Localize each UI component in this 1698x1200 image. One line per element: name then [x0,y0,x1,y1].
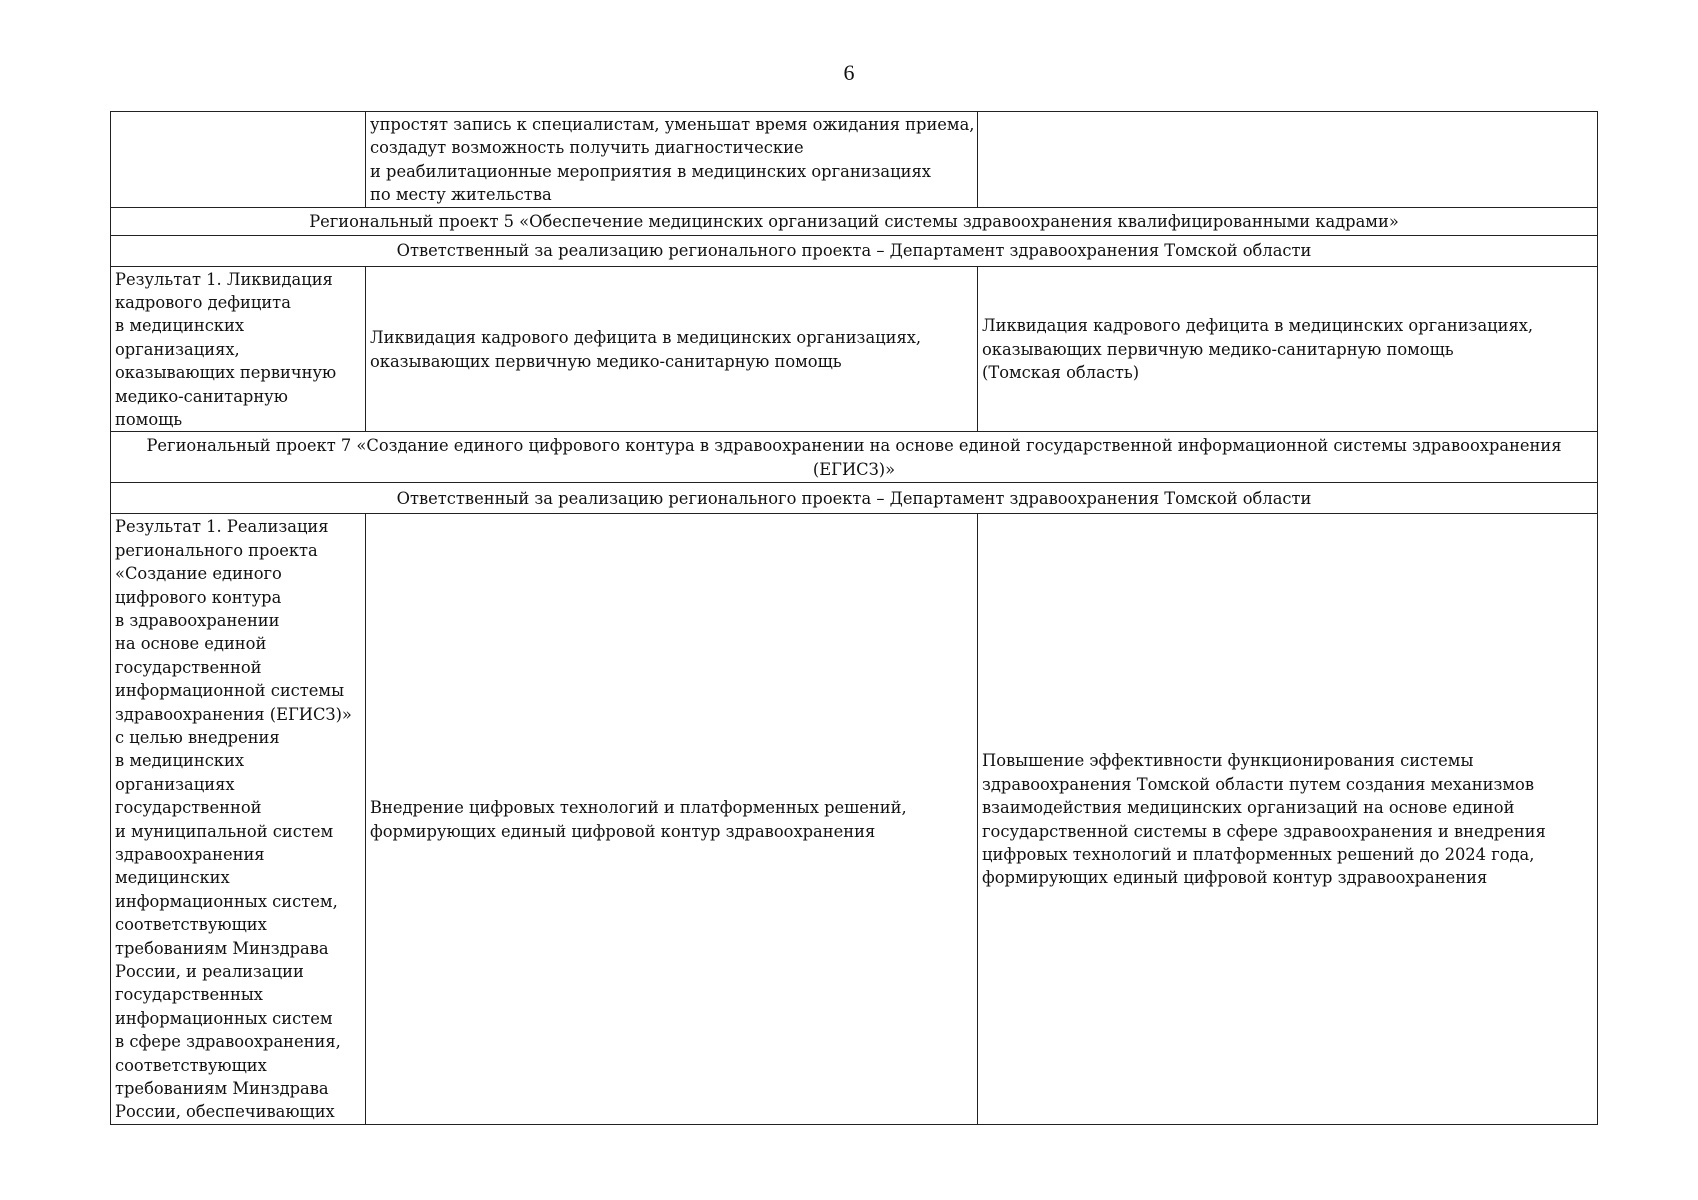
project-7-description-cell [366,514,978,1125]
text-line: формирующих единый цифровой контур здравоохранения [982,868,1488,888]
project-5-result-cell [111,266,366,432]
project-5-title-row [111,207,1598,235]
text-line: соответствующих [115,1055,267,1075]
text-line: оказывающих первичную медико-санитарную помощь [370,351,842,371]
text-line: с целью внедрения [115,727,280,747]
text-line: требованиям Минздрава [115,938,329,958]
text-line: Ликвидация кадрового дефицита в медицинских организациях, [982,316,1534,336]
text-line: России, и реализации [115,962,304,981]
table-row-continued [111,112,1598,208]
project-5-responsible-row [111,235,1598,266]
text-line: помощь [115,410,183,430]
text-line: здравоохранения (ЕГИСЗ)» [115,704,352,724]
text-line: Ликвидация кадрового дефицита в медицинских организациях, [370,328,922,348]
text-line: взаимодействия медицинских организаций на основе единой [982,798,1515,818]
text-line: по месту жительства [370,185,552,205]
text-line: требованиям Минздрава [115,1079,329,1099]
text-line: и реабилитационные мероприятия в медицинских организациях [370,161,931,181]
text-line: медицинских [115,868,230,888]
project-5-effect-cell [978,266,1598,432]
text-line: «Создание единого [115,564,282,584]
text-line: в медицинских [115,751,245,771]
text-line: и муниципальной систем [115,821,334,841]
text-line: здравоохранения [115,844,265,864]
text-line: в медицинских [115,316,245,336]
text-line: регионального проекта [115,540,318,560]
project-7-result-cell [111,514,366,1125]
project-5-result-row [111,266,1598,432]
project-5-responsible: Ответственный за реализацию регионального проекта – Департамент здравоохранения Томской области [111,235,1598,266]
text-line: (Томская область) [982,363,1140,383]
text-line: оказывающих первичную медико-санитарную помощь [982,339,1454,359]
text-line: Результат 1. Реализация [115,517,329,537]
text-line: оказывающих первичную [115,363,337,383]
text-line: цифрового контура [115,587,282,607]
text-line: в сфере здравоохранения, [115,1032,341,1052]
text-line: информационной системы [115,681,345,701]
text-line: Региональный проект 7 «Создание единого цифрового контура в здравоохранении на основе единой государственной информационной системы здравоохранения [146,436,1562,456]
project-7-effect-cell [978,514,1598,1125]
text-line: государственных [115,985,263,1005]
results-table [110,111,1598,1125]
text-line: государственной системы в сфере здравоохранения и внедрения [982,821,1546,841]
continued-cell-effect [978,112,1598,208]
text-line: формирующих единый цифровой контур здравоохранения [370,821,876,841]
text-line: Внедрение цифровых технологий и платформенных решений, [370,798,907,818]
project-5-description-cell [366,266,978,432]
text-line: создадут возможность получить диагностические [370,138,804,158]
text-line: информационных систем, [115,891,338,911]
text-line: организациях, [115,339,240,359]
text-line: информационных систем [115,1008,333,1028]
text-line: Повышение эффективности функционирования системы [982,751,1474,771]
text-line: на основе единой [115,634,267,654]
project-7-responsible: Ответственный за реализацию регионального проекта – Департамент здравоохранения Томской области [111,483,1598,514]
text-line: Результат 1. Ликвидация [115,269,333,289]
text-line: государственной [115,798,262,818]
project-7-title [111,432,1598,483]
text-line: кадрового дефицита [115,293,291,313]
text-line: соответствующих [115,915,267,935]
text-line: медико-санитарную [115,386,288,406]
text-line: России, обеспечивающих [115,1102,335,1122]
project-7-result-row [111,514,1598,1125]
project-7-responsible-row [111,483,1598,514]
text-line: здравоохранения Томской области путем создания механизмов [982,774,1535,794]
text-line: упростят запись к специалистам, уменьшат время ожидания приема, [370,115,975,134]
text-line: в здравоохранении [115,610,280,630]
text-line: (ЕГИСЗ)» [812,459,896,479]
continued-cell-description [366,112,978,208]
project-7-title-row [111,432,1598,483]
text-line: цифровых технологий и платформенных решений до 2024 года, [982,844,1535,864]
continued-cell-result [111,112,366,208]
text-line: государственной [115,657,262,677]
page-number: 6 [843,60,855,85]
text-line: организациях [115,774,235,794]
project-5-title: Региональный проект 5 «Обеспечение медицинских организаций системы здравоохранения квалифицированными кадрами» [111,207,1598,235]
